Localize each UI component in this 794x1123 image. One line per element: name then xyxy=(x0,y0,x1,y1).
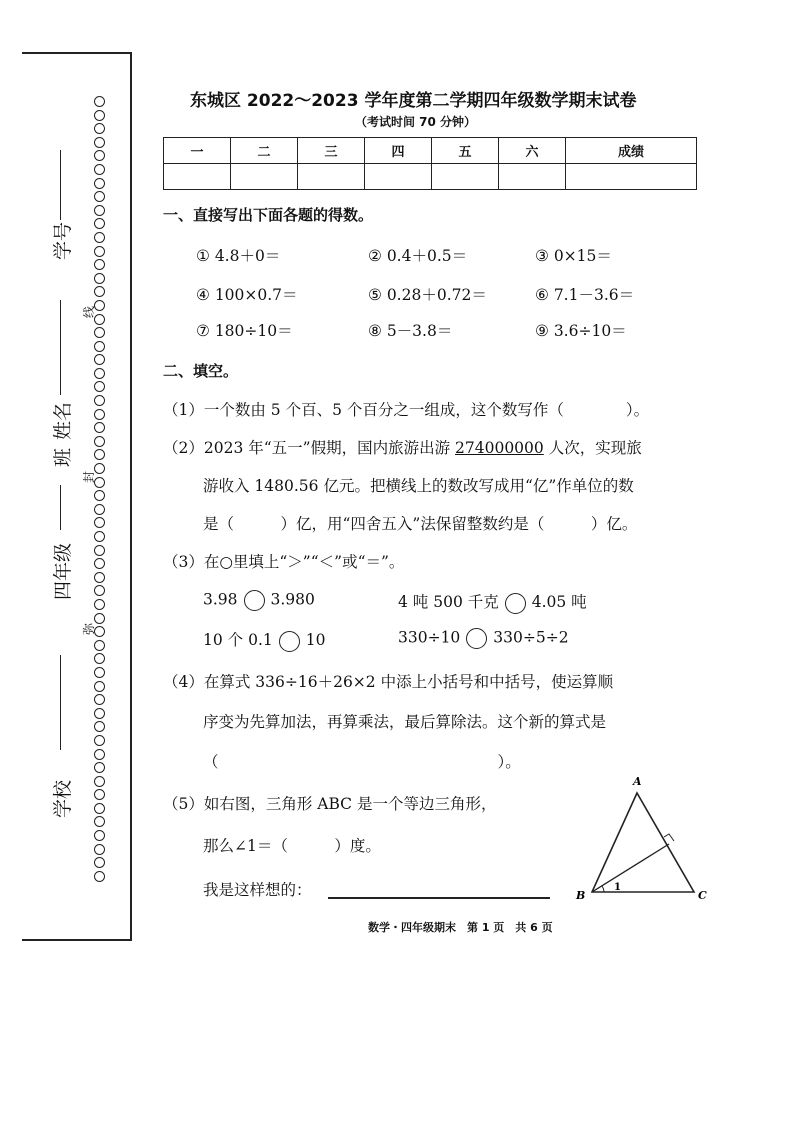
score-col-6: 六 xyxy=(499,138,566,164)
grade-label: 四年级 xyxy=(52,542,74,600)
binding-dot xyxy=(94,232,105,243)
binding-dot xyxy=(94,572,105,583)
calc-item: ⑥ 7.1－3.6＝ xyxy=(535,286,635,304)
binding-dot xyxy=(94,123,105,134)
binding-dot xyxy=(94,327,105,338)
xian-mark: 线 xyxy=(82,305,96,318)
binding-dot xyxy=(94,218,105,229)
class-field[interactable] xyxy=(60,485,61,530)
compare-left: 3.98 xyxy=(203,590,238,609)
binding-dot xyxy=(94,205,105,216)
calc-item: ② 0.4＋0.5＝ xyxy=(368,247,468,265)
compare-left: 10 个 0.1 xyxy=(203,631,273,649)
q5-line2: 那么∠1＝（ ）度。 xyxy=(203,837,381,855)
compare-right: 330÷5÷2 xyxy=(493,628,569,647)
name-field[interactable] xyxy=(60,300,61,395)
binding-dot xyxy=(94,422,105,433)
binding-dot xyxy=(94,599,105,610)
section1-title: 一、直接写出下面各题的得数。 xyxy=(163,206,374,224)
compare-left: 330÷10 xyxy=(398,628,461,647)
calc-item: ⑤ 0.28＋0.72＝ xyxy=(368,286,487,304)
q5-line1: （5）如右图，三角形 ABC 是一个等边三角形， xyxy=(163,795,497,813)
q4-line1: （4）在算式 336÷16＋26×2 中添上小括号和中括号，使运算顺 xyxy=(163,673,614,691)
binding-dot xyxy=(94,178,105,189)
compare-row xyxy=(398,628,569,649)
calc-item: ④ 100×0.7＝ xyxy=(196,286,298,304)
binding-dot xyxy=(94,830,105,841)
binding-dot xyxy=(94,191,105,202)
q2-line3: 是（ ）亿，用“四舍五入”法保留整数约是（ ）亿。 xyxy=(203,515,638,533)
triangle-figure xyxy=(570,775,720,905)
binding-dot xyxy=(94,368,105,379)
compare-circle[interactable] xyxy=(279,631,300,652)
score-entry-row xyxy=(164,164,697,190)
score-cell-1[interactable] xyxy=(164,164,231,190)
binding-dot xyxy=(94,735,105,746)
compare-right: 10 xyxy=(305,631,326,649)
triangle-abc xyxy=(592,793,694,892)
q2-text-b: 人次，实现旅 xyxy=(543,439,642,457)
binding-dot xyxy=(94,409,105,420)
binding-dot xyxy=(94,531,105,542)
binding-dot xyxy=(94,749,105,760)
binding-dot xyxy=(94,776,105,787)
score-col-3: 三 xyxy=(298,138,365,164)
binding-dot xyxy=(94,708,105,719)
q5-answer-line[interactable] xyxy=(328,897,550,899)
binding-dot xyxy=(94,667,105,678)
binding-dot xyxy=(94,681,105,692)
binding-dot xyxy=(94,150,105,161)
vertex-a-label: A xyxy=(633,775,642,788)
name-label: 姓名 xyxy=(52,401,74,440)
q2-line1 xyxy=(163,436,642,458)
calc-item: ③ 0×15＝ xyxy=(535,247,612,265)
feng-mark: 封 xyxy=(82,470,96,483)
mi-mark: 弥 xyxy=(82,622,96,635)
binding-dot xyxy=(94,273,105,284)
angle-arc xyxy=(602,886,604,892)
compare-right: 3.980 xyxy=(270,590,315,609)
q2-line2: 游收入 1480.56 亿元。把横线上的数改写成用“亿”作单位的数 xyxy=(203,477,634,495)
binding-dot xyxy=(94,517,105,528)
binding-dot xyxy=(94,137,105,148)
binding-dot xyxy=(94,640,105,651)
binding-dot xyxy=(94,558,105,569)
q3-text: （3）在○里填上“＞”“＜”或“＝”。 xyxy=(163,553,405,571)
school-label: 学校 xyxy=(52,779,74,818)
compare-circle[interactable] xyxy=(505,593,526,614)
q5-line3: 我是这样想的： xyxy=(203,881,312,899)
binding-dot xyxy=(94,436,105,447)
score-cell-4[interactable] xyxy=(365,164,432,190)
binding-dot xyxy=(94,341,105,352)
binding-dot xyxy=(94,816,105,827)
compare-right: 4.05 吨 xyxy=(531,593,587,611)
score-col-4: 四 xyxy=(365,138,432,164)
binding-dot xyxy=(94,844,105,855)
page-footer: 数学・四年级期末 第 1 页 共 6 页 xyxy=(368,921,553,934)
calc-item: ① 4.8＋0＝ xyxy=(196,247,281,265)
binding-dot xyxy=(94,789,105,800)
binding-dot xyxy=(94,286,105,297)
binding-dot xyxy=(94,449,105,460)
q1-text: （1）一个数由 5 个百、5 个百分之一组成，这个数写作（ ）。 xyxy=(163,401,650,419)
binding-dot xyxy=(94,110,105,121)
binding-dot xyxy=(94,354,105,365)
binding-dot xyxy=(94,504,105,515)
score-header-row xyxy=(164,138,697,164)
vertex-c-label: C xyxy=(698,889,707,902)
binding-dot xyxy=(94,653,105,664)
binding-dot xyxy=(94,871,105,882)
student-id-field[interactable] xyxy=(60,150,61,220)
q2-text-a: （2）2023 年“五一”假期，国内旅游出游 xyxy=(163,439,456,457)
binding-dot xyxy=(94,164,105,175)
score-col-total: 成绩 xyxy=(566,138,697,164)
binding-strip xyxy=(22,52,132,941)
score-cell-3[interactable] xyxy=(298,164,365,190)
binding-dot xyxy=(94,803,105,814)
q2-number: 274000000 xyxy=(455,439,544,457)
score-col-5: 五 xyxy=(432,138,499,164)
score-col-2: 二 xyxy=(231,138,298,164)
vertex-b-label: B xyxy=(576,889,586,902)
score-cell-5[interactable] xyxy=(432,164,499,190)
calc-item: ⑦ 180÷10＝ xyxy=(196,322,293,340)
binding-dot xyxy=(94,694,105,705)
binding-dot xyxy=(94,545,105,556)
q4-line3: （ ）。 xyxy=(203,753,521,771)
binding-dot xyxy=(94,490,105,501)
compare-left: 4 吨 500 千克 xyxy=(398,593,499,611)
binding-dot xyxy=(94,762,105,773)
binding-dot xyxy=(94,246,105,257)
binding-dot xyxy=(94,857,105,868)
calc-item: ⑨ 3.6÷10＝ xyxy=(535,322,627,340)
calc-item: ⑧ 5－3.8＝ xyxy=(368,322,453,340)
score-col-1: 一 xyxy=(164,138,231,164)
school-field[interactable] xyxy=(60,655,61,750)
binding-dot xyxy=(94,259,105,270)
compare-circle[interactable] xyxy=(244,590,265,611)
binding-dot xyxy=(94,395,105,406)
angle-1-label: 1 xyxy=(614,882,621,893)
right-angle-mark xyxy=(664,834,674,841)
binding-dot xyxy=(94,381,105,392)
exam-title: 东城区 2022～2023 学年度第二学期四年级数学期末试卷 xyxy=(190,91,637,111)
q4-line2: 序变为先算加法，再算乘法，最后算除法。这个新的算式是 xyxy=(203,713,607,731)
compare-circle[interactable] xyxy=(466,628,487,649)
binding-dots xyxy=(94,96,112,884)
compare-row xyxy=(203,628,325,652)
binding-dot xyxy=(94,721,105,732)
binding-dot xyxy=(94,96,105,107)
class-label: 班 xyxy=(52,447,74,467)
score-cell-total[interactable] xyxy=(566,164,697,190)
compare-row xyxy=(398,590,587,614)
student-id-label: 学号 xyxy=(52,221,74,260)
binding-dot xyxy=(94,613,105,624)
section2-title: 二、填空。 xyxy=(163,362,239,380)
score-cell-2[interactable] xyxy=(231,164,298,190)
compare-row xyxy=(203,590,315,611)
exam-subtitle: （考试时间 70 分钟） xyxy=(355,115,477,129)
score-table xyxy=(163,137,697,190)
score-cell-6[interactable] xyxy=(499,164,566,190)
binding-dot xyxy=(94,585,105,596)
